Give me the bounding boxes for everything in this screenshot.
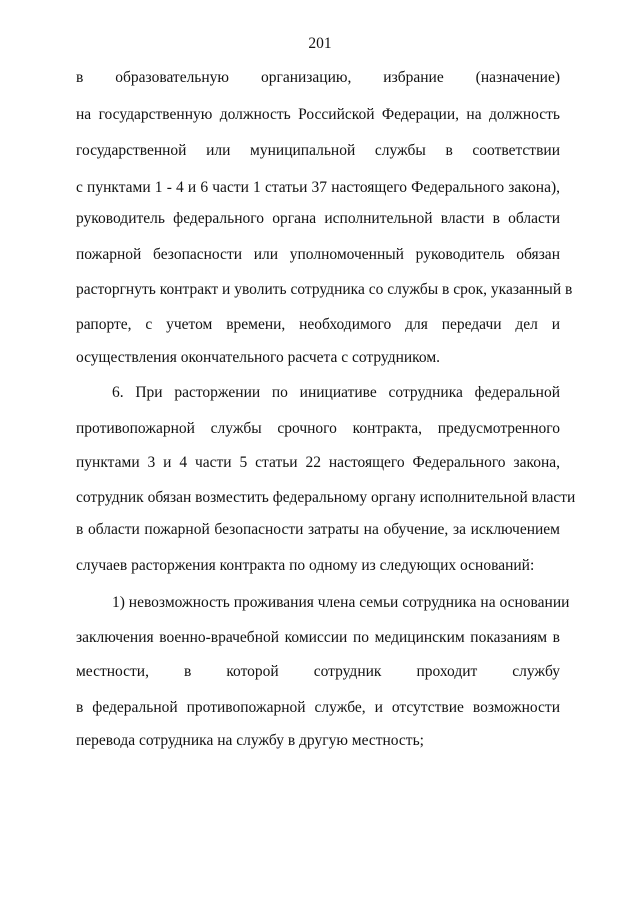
text-line: руководитель федерального органа исполнительной власти в области (76, 210, 560, 227)
page-number: 201 (308, 35, 332, 52)
text-line: противопожарной службы срочного контракта, предусмотренного (76, 420, 560, 437)
text-line: расторгнуть контракт и уволить сотрудника со службы в срок, указанный в (76, 281, 573, 298)
text-line: осуществления окончательного расчета с сотрудником. (76, 349, 441, 366)
text-line: на государственную должность Российской Федерации, на должность (76, 106, 560, 123)
list-item-first-line: 1) невозможность проживания члена семьи сотрудника на основании (112, 594, 570, 611)
text-line: сотрудник обязан возместить федеральному органу исполнительной власти (76, 489, 576, 506)
text-line: в области пожарной безопасности затраты на обучение, за исключением (76, 521, 560, 538)
text-line: перевода сотрудника на службу в другую местность; (76, 732, 424, 749)
text-line: в образовательную организацию, избрание (назначение) (76, 69, 560, 86)
text-line: рапорте, с учетом времени, необходимого для передачи дел и (76, 316, 560, 333)
text-line: пунктами 3 и 4 части 5 статьи 22 настоящего Федерального закона, (76, 454, 560, 471)
text-line: случаев расторжения контракта по одному из следующих оснований: (76, 557, 535, 574)
text-line: в федеральной противопожарной службе, и отсутствие возможности (76, 699, 560, 716)
text-line: местности, в которой сотрудник проходит службу (76, 663, 560, 680)
text-line: заключения военно-врачебной комиссии по медицинским показаниям в (76, 629, 560, 646)
text-line: с пунктами 1 - 4 и 6 части 1 статьи 37 настоящего Федерального закона), (76, 179, 560, 196)
paragraph-first-line: 6. При расторжении по инициативе сотрудника федеральной (112, 384, 560, 401)
text-line: государственной или муниципальной службы в соответствии (76, 142, 560, 159)
text-line: пожарной безопасности или уполномоченный руководитель обязан (76, 246, 560, 263)
